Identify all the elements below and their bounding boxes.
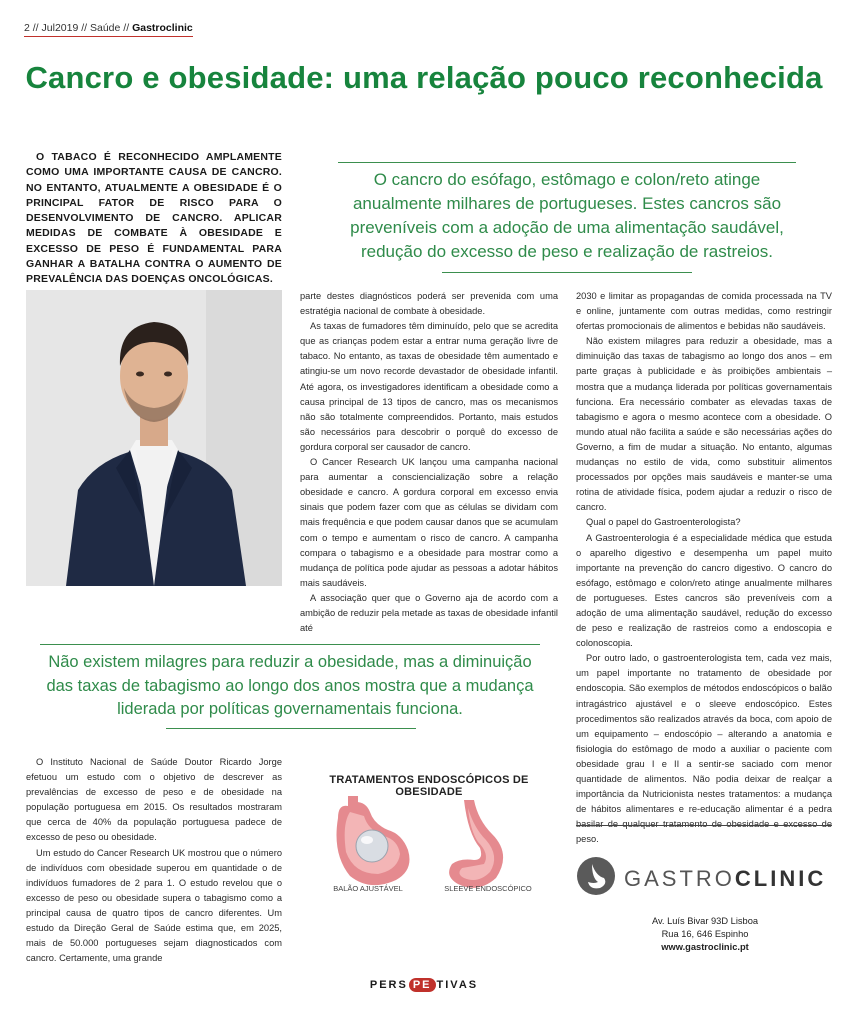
clinic-address <box>600 915 810 954</box>
quote-rule-top <box>40 644 540 645</box>
quote-rule-bottom <box>442 272 692 273</box>
stomach-logo-icon <box>576 856 616 896</box>
page-number: 2 <box>24 22 30 34</box>
column-end-rule <box>576 825 832 826</box>
address-line: Rua 16, 646 Espinho <box>661 929 749 939</box>
article-column-3 <box>576 289 832 847</box>
logo-part-gastro: GASTRO <box>624 866 735 891</box>
running-header <box>24 22 193 37</box>
infographic-title: TRATAMENTOS ENDOSCÓPICOS DE OBESIDADE <box>329 774 529 798</box>
logo-part-clinic: CLINIC <box>734 866 827 891</box>
section-name: Saúde <box>90 22 121 34</box>
separator: // <box>123 22 133 34</box>
footer-logo-right: TIVAS <box>436 979 479 991</box>
pull-quote-text: O cancro do esófago, estômago e colon/reto atinge anualmente milhares de portugueses. Estes cancros são preveníveis com a adoção de uma alimentação saudável, redução do excesso de peso e realização de rastreios. <box>350 170 784 261</box>
author-photo <box>26 290 282 586</box>
article-column-2 <box>300 289 558 636</box>
paragraph: O Cancer Research UK lançou uma campanha nacional para aumentar a consciencialização sobre a relação obesidade e cancro. A gordura corporal em excesso envia sinais que podem fazer com que as células se dividam com mais frequência e que podem causar danos que se acumulam com o tempo e aumentam o risco de cancro. A campanha compara o tabagismo e a obesidade para mostrar como a mudança de política pode ajudar as pessoas a adotar hábitos mais saudáveis. <box>300 457 558 588</box>
pull-quote-text: Não existem milagres para reduzir a obesidade, mas a diminuição das taxas de tabagismo ao longo dos anos mostra que a mudança liderada por políticas governamentais funciona. <box>46 653 534 718</box>
gastroclinic-logo <box>624 866 826 892</box>
paragraph: Por outro lado, o gastroenterologista tem, cada vez mais, um papel importante no tratamento de obesidade por endoscopia. São exemplos de métodos endoscópicos o balão intragástrico ajustável e o sleeve endoscópico. Estes procedimentos são realizados através da boca, com apoio de um equipamento – endoscópio – alterando a anatomia e fisiologia do estômago de modo a auxiliar o paciente com obesidade grau I e II a sentir-se saciado com menor quantidade de alimentos. Não podia deixar de realçar a importância da Nutricionista nestes tratamentos: a mudança de hábitos alimentares e re-educação alimentar é a pedra peso. <box>576 653 832 845</box>
separator: // <box>81 22 90 34</box>
address-line: Av. Luís Bivar 93D Lisboa <box>651 916 759 926</box>
separator: // <box>32 22 42 34</box>
paragraph: As taxas de fumadores têm diminuído, pelo que se acredita que as crianças podem estar a entrar numa geração livre de tabaco. No entanto, as taxas de obesidade têm aumentado e atingiu-se um novo recorde devastador de obesidade infantil. Até agora, os investigadores identificam a obesidade como a causa principal de 13 tipos de cancro, mas os mecanismos não são totalmente compreendidos. Portanto, mais estudos são necessários para descobrir o porquê do excesso de gordura corporal ser causador de cancro. <box>300 321 558 452</box>
sleeve-label: SLEEVE ENDOSCÓPICO <box>444 884 532 893</box>
gastroclinic-logo-mark <box>576 856 616 901</box>
paragraph: 2030 e limitar as propagandas de comida processada na TV e online, juntamente com outras medidas, como restringir ofertas promocionais de alimentos e bebidas não saudáveis. <box>576 291 832 332</box>
portrait-illustration <box>26 290 282 586</box>
article-column-1 <box>26 755 282 966</box>
pull-quote-top <box>338 160 796 277</box>
subheading: Qual o papel do Gastroenterologista? <box>586 517 741 528</box>
paragraph: Não existem milagres para reduzir a obesidade, mas a diminuição das taxas de tabagismo ao longo dos anos – em parte graças à publicidade e às proibições ambientais – mostra que a mudança liderada por políticas governamentais funciona. Era necessário combater as elevadas taxas de tabagismo e agora o mesmo acontece com a obesidade. O mundo atual não facilita a saúde e são necessárias ações do Governo, a fim de mudar a situação. No entanto, algumas mudanças no estilo de vida, como substituir alimentos processados por opções mais saudáveis e manter-se uma rotina de atividade física, podem ajudar a reduzir o risco de cancro. <box>576 336 832 513</box>
footer-logo-left: PERS <box>369 979 408 991</box>
paragraph: A associação quer que o Governo aja de acordo com a ambição de reduzir pela metade as taxas de obesidade infantil até <box>300 592 558 634</box>
paragraph: Um estudo do Cancer Research UK mostrou que o número de indivíduos com obesidade superou em quantidade o de indivíduos fumadores de 2 para 1. O estudo revelou que o excesso de peso ou obesidade supera o tabagismo como a principal causa de quatro tipos de cancro diferentes. Um estudo da Direção Geral de Saúde estima que, em 2025, mais de 50.000 portugueses sejam diagnosticados com cancro. Certamente, uma grande <box>26 847 282 964</box>
footer-logo-mid: PE <box>409 978 436 992</box>
article-lead: O TABACO É RECONHECIDO AMPLAMENTE COMO UMA IMPORTANTE CAUSA DE CANCRO. NO ENTANTO, ATUALMENTE A OBESIDADE É O PRINCIPAL FATOR DE RISCO PARA O DESENVOLVIMENTO DE CANCRO. APLICAR MEDIDAS DE COMBATE À OBESIDADE E EXCESSO DE PESO É FUNDAMENTAL PARA GANHAR A BATALHA CONTRA O AUMENTO DE PREVALÊNCIA DAS DOENÇAS ONCOLÓGICAS. <box>26 151 282 286</box>
article-title: Cancro e obesidade: uma relação pouco reconhecida <box>25 60 823 95</box>
website-link[interactable]: www.gastroclinic.pt <box>661 942 749 952</box>
pull-quote-bottom <box>36 644 544 729</box>
issue-date: Jul2019 <box>41 22 79 34</box>
header-brand: Gastroclinic <box>132 22 193 34</box>
paragraph: O Instituto Nacional de Saúde Doutor Ricardo Jorge efetuou um estudo com o objetivo de descrever as prevalências de excesso de peso e de obesidade na população portuguesa em 2015. Os resultados mostraram que cerca de 40% da população portuguesa padece de excesso de peso ou obesidade. <box>26 757 282 843</box>
balloon-label: BALÃO AJUSTÁVEL <box>333 884 403 893</box>
quote-rule-top <box>338 162 796 163</box>
quote-rule-bottom <box>166 728 416 729</box>
magazine-footer-logo <box>0 978 848 992</box>
paragraph: parte destes diagnósticos poderá ser prevenida com uma estratégia nacional de combate à obesidade. <box>300 291 558 317</box>
paragraph: A Gastroenterologia é a especialidade médica que estuda o aparelho digestivo e desempenha um papel muito importante na prevenção do cancro digestivo. O cancro do esófago, estômago e colon/reto atinge anualmente milhares de portugueses. Estes cancros são preveníveis com a adoção de uma alimentação saudável, redução do excesso de peso e realização de rastreios como a endoscopia e colonoscopia. <box>576 532 832 649</box>
